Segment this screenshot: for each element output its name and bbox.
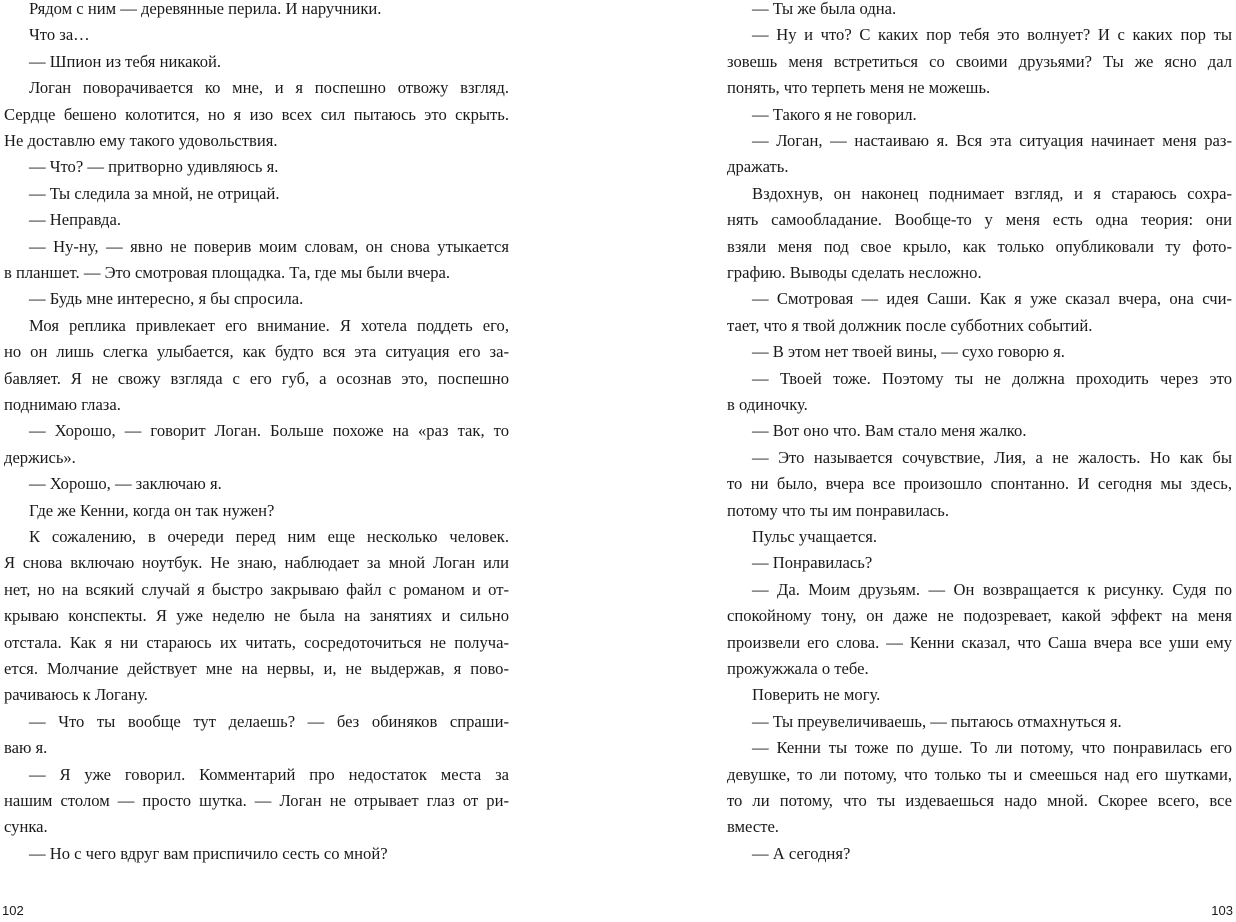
text-line: — Ты преувеличиваешь, — пытаюсь отмахнуться я. xyxy=(752,711,1122,731)
text-line: произвели его слова. — Кенни сказал, что Саша вчера все уши ему xyxy=(727,632,1232,652)
text-line: — Кенни ты тоже по душе. То ли потому, что понравилась его xyxy=(752,738,1232,758)
text-line: — Ну-ну, — явно не поверив моим словам, он снова утыкается xyxy=(29,236,509,256)
text-line: Сердце бешено колотится, но я изо всех сил пытаюсь это скрыть. xyxy=(4,104,509,124)
text-line: Поверить не могу. xyxy=(752,685,881,705)
text-line: вместе. xyxy=(727,817,779,837)
text-line: — Но с чего вдруг вам приспичило сесть со мной? xyxy=(29,843,388,863)
text-line: — Ты же была одна. xyxy=(752,0,897,18)
text-line: — Хорошо, — говорит Логан. Больше похоже на «раз так, то xyxy=(29,421,509,441)
text-line: — Такого я не говорил. xyxy=(752,104,917,124)
text-line: графию. Выводы сделать несложно. xyxy=(727,263,982,282)
text-line: нет, но на всякий случай я быстро закрываю файл с романом и от- xyxy=(4,579,509,599)
text-line: понять, что терпеть меня не можешь. xyxy=(727,78,991,98)
text-line: — В этом нет твоей вины, — сухо говорю я. xyxy=(752,342,1065,362)
text-line: прожужжала о тебе. xyxy=(727,659,869,678)
text-line: — Вот оно что. Вам стало меня жалко. xyxy=(752,421,1027,441)
text-line: Логан поворачивается ко мне, и я поспешно отвожу взгляд. xyxy=(29,78,509,98)
text-line: Я снова включаю ноутбук. Не знаю, наблюдает за мной Логан или xyxy=(4,553,509,573)
text-line: — Да. Моим друзьям. — Он возвращается к рисунку. Судя по xyxy=(752,579,1232,599)
text-line: Рядом с ним — деревянные перила. И наручники. xyxy=(29,0,382,18)
text-line: Где же Кенни, когда он так нужен? xyxy=(29,500,275,520)
text-line: рачиваюсь к Логану. xyxy=(4,685,148,705)
text-line: — Ну и что? С каких пор тебя это волнует? И с каких пор ты xyxy=(752,25,1232,45)
text-line: — Понравилась? xyxy=(752,553,873,573)
text-line: — Я уже говорил. Комментарий про недостаток места за xyxy=(29,764,509,784)
text-line: то ни было, вчера все произошло спонтанно. И сегодня мы здесь, xyxy=(727,474,1232,494)
text-line: в планшет. — Это смотровая площадка. Та, где мы были вчера. xyxy=(4,263,451,282)
text-line: крываю конспекты. Я уже неделю не была на занятиях и сильно xyxy=(4,606,509,626)
left-page-number: 102 xyxy=(2,903,24,918)
text-line: дражать. xyxy=(727,157,789,177)
text-line: — Шпион из тебя никакой. xyxy=(29,51,222,71)
text-line: — Ты следила за мной, не отрицай. xyxy=(29,183,280,203)
text-line: нашим столом — просто шутка. — Логан не отрывает глаз от ри- xyxy=(4,791,509,810)
text-line: — А сегодня? xyxy=(752,843,851,863)
text-line: — Твоей тоже. Поэтому ты не должна проходить через это xyxy=(752,368,1232,388)
text-line: — Что ты вообще тут делаешь? — без обиняков спраши- xyxy=(29,711,509,731)
text-line: взяли меня под свое крыло, как только опубликовали ту фото- xyxy=(727,236,1232,256)
text-line: потому что ты им понравилась. xyxy=(727,500,949,520)
text-line: бавляет. Я не свожу взгляда с его губ, а осознав это, поспешно xyxy=(4,368,509,388)
text-line: — Хорошо, — заключаю я. xyxy=(29,474,222,494)
text-line: — Логан, — настаиваю я. Вся эта ситуация начинает меня раз- xyxy=(752,131,1232,150)
text-line: в одиночку. xyxy=(727,395,808,414)
text-line: сунка. xyxy=(4,817,48,837)
text-line: — Смотровая — идея Саши. Как я уже сказал вчера, она счи- xyxy=(752,289,1232,309)
text-line: — Неправда. xyxy=(29,210,122,230)
text-line: — Это называется сочувствие, Лия, а не жалость. Но как бы xyxy=(752,447,1232,467)
text-line: держись». xyxy=(4,447,76,467)
text-line: девушке, то ли потому, что только ты и смеешься над его шутками, xyxy=(727,764,1232,784)
text-line: поднимаю глаза. xyxy=(4,395,121,414)
text-line: К сожалению, в очереди перед ним еще несколько человек. xyxy=(29,527,509,546)
text-line: Вздохнув, он наконец поднимает взгляд, и я стараюсь сохра- xyxy=(752,183,1232,203)
text-line: то ли потому, что ты издеваешься надо мной. Скорее всего, все xyxy=(727,791,1232,810)
text-line: Не доставлю ему такого удовольствия. xyxy=(4,131,278,150)
text-line: Пульс учащается. xyxy=(752,527,878,546)
text-line: спокойному тону, он даже не подозревает, какой эффект на меня xyxy=(727,606,1232,626)
text-line: тает, что я твой должник после субботних событий. xyxy=(727,315,1093,335)
text-line: отстала. Как я ни стараюсь их читать, сосредоточиться не получа- xyxy=(4,632,509,652)
text-line: — Будь мне интересно, я бы спросила. xyxy=(29,289,304,309)
text-line: ваю я. xyxy=(4,738,48,758)
right-page-number: 103 xyxy=(1211,903,1233,918)
text-line: но он лишь слегка улыбается, как будто вся эта ситуация его за- xyxy=(4,342,509,362)
text-line: зовешь меня встретиться со своими друзьями? Ты же ясно дал xyxy=(727,51,1232,71)
text-line: ется. Молчание действует мне на нервы, и, не выдержав, я пово- xyxy=(4,659,509,678)
text-line: нять самообладание. Вообще-то у меня есть одна теория: они xyxy=(727,210,1232,230)
text-line: — Что? — притворно удивляюсь я. xyxy=(29,157,279,177)
text-line: Что за… xyxy=(29,25,90,45)
text-line: Моя реплика привлекает его внимание. Я хотела поддеть его, xyxy=(29,315,509,335)
